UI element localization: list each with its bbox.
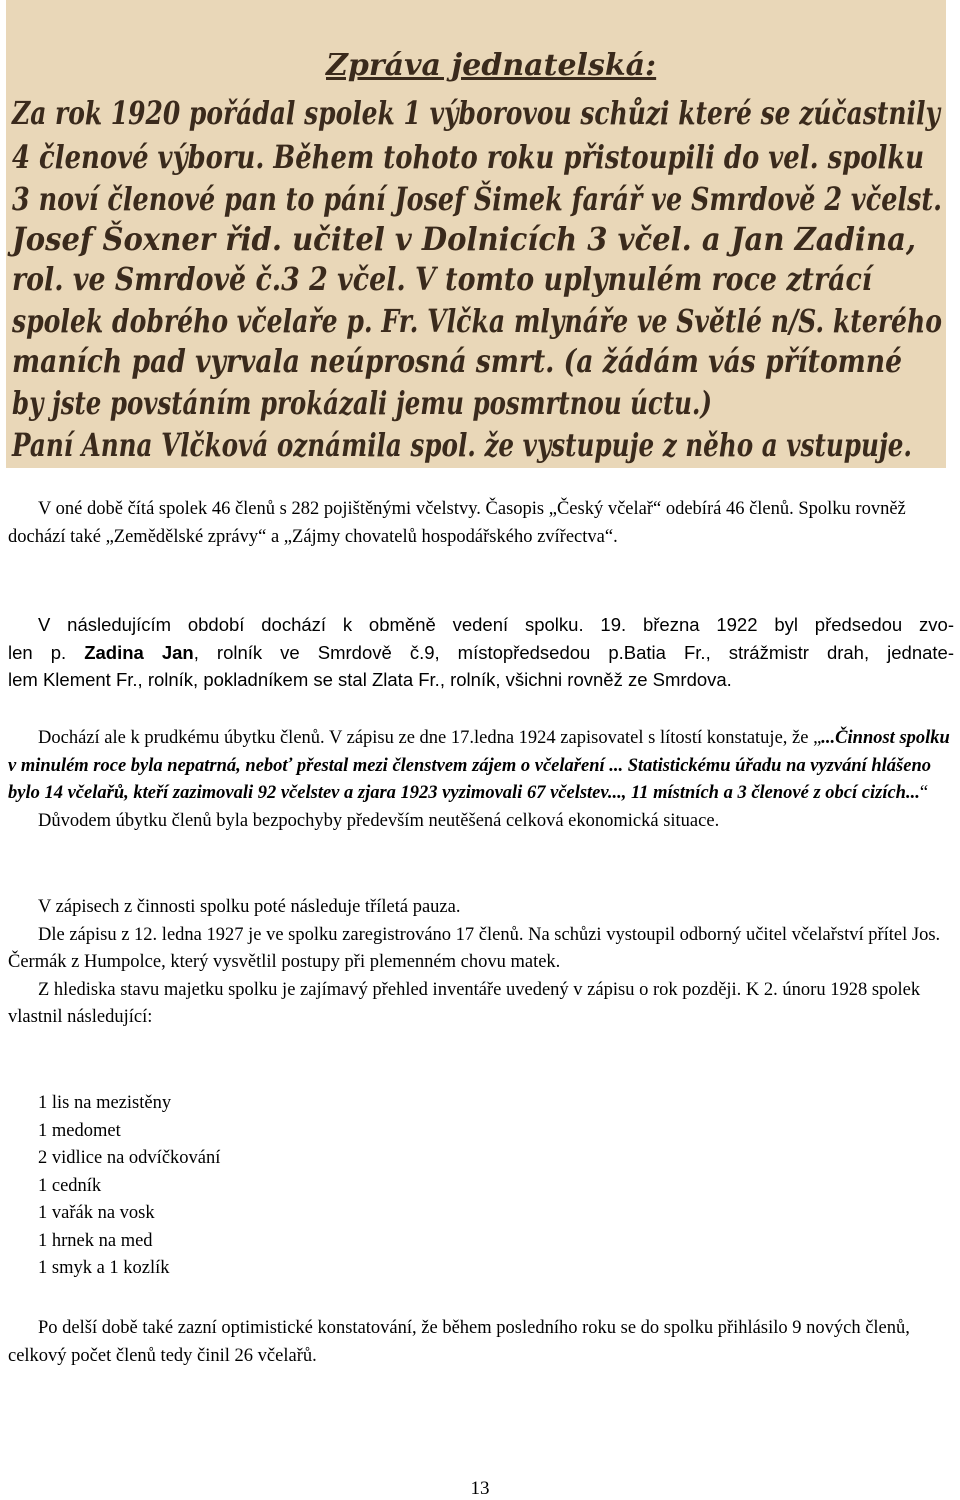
paragraph-member-decline xyxy=(8,725,954,835)
handwritten-manuscript-image xyxy=(6,0,946,468)
inventory-item: 1 cedník xyxy=(38,1175,102,1196)
paragraph-text: Po delší době také zazní optimistické konstatování, že během posledního roku se do spolku přihlásilo 9 nových členů, celkový počet členů tedy činil 26 včelařů. xyxy=(8,1318,910,1366)
manuscript-line: spolek dobrého včelaře p. Fr. Vlčka mlynáře ve Světlé n/S. kterého xyxy=(11,302,942,340)
inventory-item: 1 hrnek na med xyxy=(38,1230,153,1251)
paragraph-text: V oné době čítá spolek 46 členů s 282 pojištěnými včelstvy. Časopis „Český včelař“ odebírá 46 členů. Spolku rovněž dochází také „Zemědělské zprávy“ a „Zájmy chovatelů hospodářského zvířectva“. xyxy=(8,499,906,547)
paragraph-line: V následujícím období dochází k obměně vedení spolku. 19. března 1922 byl předsedou zvo- xyxy=(38,614,954,635)
paragraph-pause xyxy=(8,894,954,1032)
paragraph-line-part: len p. xyxy=(8,641,85,663)
manuscript-line: Za rok 1920 pořádal spolek 1 výborovou schůzi které se zúčastnily xyxy=(10,94,942,132)
inventory-item: 1 vařák na vosk xyxy=(38,1203,155,1223)
paragraph-text: Z hlediska stavu majetku spolku je zajímavý přehled inventáře uvedený v zápisu o rok později. K 2. únoru 1928 spolek vlastnil následující: xyxy=(8,979,921,1027)
paragraph-line-part: , rolník ve Smrdově č.9, místopředsedou p.Batia Fr., strážmistr drah, jednate- xyxy=(193,641,954,663)
manuscript-line: maních pad vyrvala neúprosná smrt. (a žádám vás přítomné xyxy=(12,342,902,380)
manuscript-line: 3 noví členové pan to pání Josef Šimek farář ve Smrdově 2 včelst. xyxy=(12,180,942,218)
page-number: 13 xyxy=(470,1478,490,1499)
paragraph-line xyxy=(8,639,954,667)
paragraph-text-part: Dochází ale k prudkému úbytku členů. V zápisu ze dne 17.ledna 1924 zapisovatel s lítostí konstatuje, že „ xyxy=(38,728,822,748)
manuscript-line: by jste povstáním prokázali jemu posmrtnou úctu.) xyxy=(12,384,712,422)
quoted-minutes: ...Činnost spolku v minulém roce byla nepatrná, neboť přestal mezi členstvem zájem o včelaření ... Statistickému úřadu na vyzvání hlášeno bylo 14 včelařů, kteří zazimovali 92 včelstev a zjara 1923 vyzimovali 67 včelstev..., 11 místních a 3 členové z obcí cizích... xyxy=(8,728,950,803)
manuscript-title: Zpráva jednatelská: xyxy=(326,48,657,83)
paragraph-text xyxy=(8,725,954,808)
paragraph-text: V zápisech z činnosti spolku poté následuje tříletá pauza. xyxy=(38,897,461,917)
manuscript-line: Paní Anna Vlčková oznámila spol. že vystupuje z něho a vstupuje. xyxy=(11,426,912,464)
paragraph-leadership-change xyxy=(8,611,954,694)
inventory-item: 1 medomet xyxy=(38,1120,121,1141)
paragraph-text: Dle zápisu z 12. ledna 1927 je ve spolku zaregistrováno 17 členů. Na schůzi vystoupil odborný učitel včelařství přítel Jos. Čermák z Humpolce, který vysvětlil postupy při plemenném chovu matek. xyxy=(8,924,941,972)
paragraph-line: lem Klement Fr., rolník, pokladníkem se stal Zlata Fr., rolník, všichni rovněž ze Smrdova. xyxy=(8,669,732,690)
paragraph-new-members xyxy=(8,1315,954,1370)
manuscript-line: 4 členové výboru. Během tohoto roku přistoupili do vel. spolku xyxy=(12,138,924,176)
paragraph-members-1922 xyxy=(8,496,954,551)
paragraph-text: Důvodem úbytku členů byla bezpochyby především neutěšená celková ekonomická situace. xyxy=(38,810,720,831)
chairman-name: Zadina Jan xyxy=(84,641,194,663)
manuscript-line: Josef Šoxner řid. učitel v Dolnicích 3 včel. a Jan Zadina, xyxy=(6,220,917,258)
inventory-item: 2 vidlice na odvíčkování xyxy=(38,1148,221,1168)
inventory-item: 1 lis na mezistěny xyxy=(38,1093,172,1113)
manuscript-line: rol. ve Smrdově č.3 2 včel. V tomto uplynulém roce ztrácí xyxy=(12,260,875,298)
inventory-item: 1 smyk a 1 kozlík xyxy=(38,1258,170,1278)
closing-quote: “ xyxy=(919,783,929,803)
inventory-list xyxy=(8,1090,954,1283)
